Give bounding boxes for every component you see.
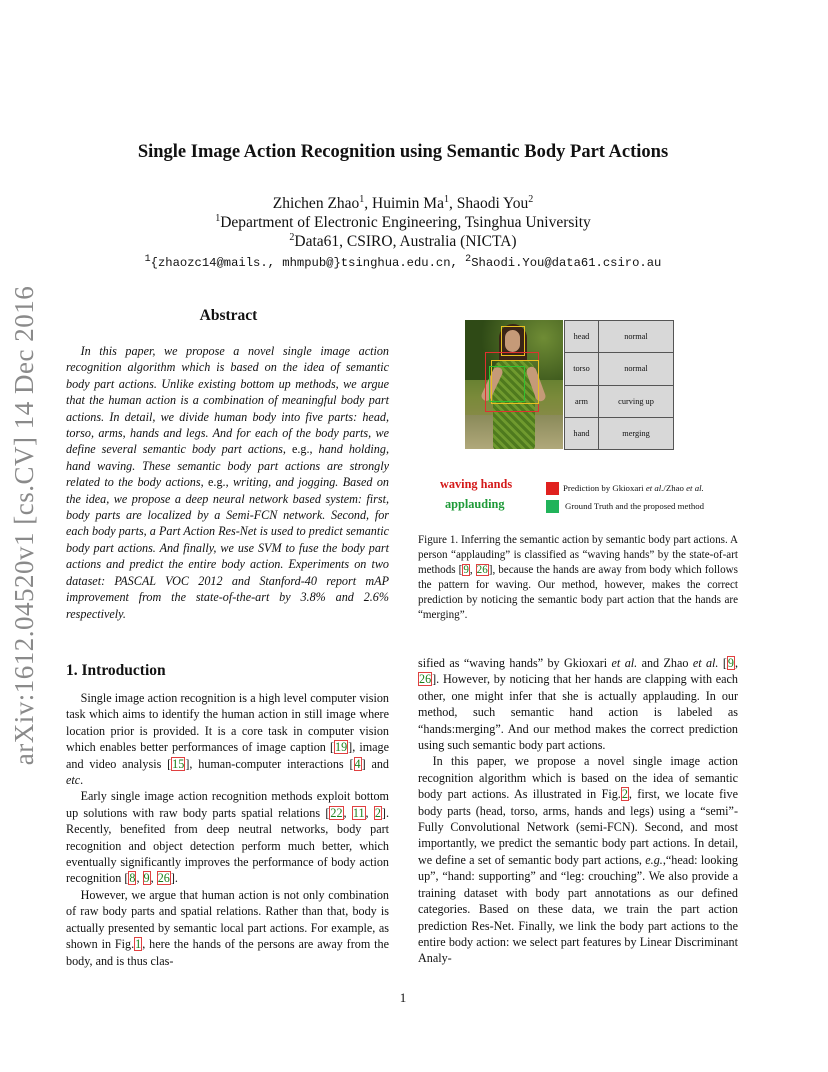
legend-green-square: [546, 500, 559, 513]
citation-link[interactable]: 9: [143, 871, 150, 886]
author-name: Huimin Ma: [372, 195, 444, 212]
label-waving-hands: waving hands: [440, 477, 513, 491]
paragraph: However, we argue that human action is not only combination of raw body parts and spatial relations. Rather than that, body is actually presented by semantic local part actions. For example, as shown in Fig.1, here the hands of the persons are away from the body, and is thus clas-: [66, 887, 389, 968]
paragraph: In this paper, we propose a novel single image action recognition algorithm which is based on the idea of semantic body part actions. As illustrated in Fig.2, first, we locate five body parts (head, torso, arms, hands and legs) using a “semi”-Fully Convolutional Network (semi-FCN). Second, and most importantly, we predict the semantic body part actions. In detail, we define a set of semantic body part actions, e.g.,“head: looking up”, “hand: supporting” and “leg: crouching”. We also provide a training dataset with body part annotations as our defined categories. Based on these data, we train the part action prediction Res-Net. Finally, we link the body part actions to the entire body action: we select part features by Linear Discriminant Analy-: [418, 754, 739, 966]
citation-link[interactable]: 2: [374, 805, 381, 820]
paragraph: Single image action recognition is a high level computer vision task which aims to identify the human action in still image where location prior is provided. It is a core task in computer vision which enables better performances of image caption [19], image and video analysis [15], human-computer interactions [4] and etc.: [66, 691, 390, 788]
author-sup: 1: [359, 193, 365, 205]
legend-prediction-text: Prediction by Gkioxari et al./Zhao et al.: [563, 483, 704, 493]
citation-link[interactable]: 9: [727, 656, 734, 670]
abstract-text: In this paper, we propose a novel single image action recognition algorithm which is based on the idea of semantic body part actions. Unlike existing bottom up methods, we argue that the human action is a combination of meaningful body part actions. In detail, we divide human body into five parts: head, torso, arms, hands and legs. And for each of the body parts, we define several semantic body part actions, e.g., hand holding, hand waving. These semantic body part actions are strongly related to the body actions, e.g., writing, and jogging. Based on the idea, we propose a deep neural network based system: first, body parts are localized by a Semi-FCN network. Second, for each body parts, a Part Action Res-Net is used to predict semantic body part actions. And finally, we use SVM to fuse the body part actions and predict the entire body action. Experiments on two dataset: PASCAL VOC 2012 and Stanford-40 report mAP improvement from the state-of-the-art by 3.8% and 2.6% respectively.: [66, 344, 389, 621]
citation-link[interactable]: 9: [463, 564, 469, 577]
paper-title: Single Image Action Recognition using Semantic Body Part Actions: [137, 142, 669, 162]
table-row: head normal: [565, 321, 674, 353]
paragraph: Early single image action recognition methods exploit bottom up solutions with raw body parts spatial relations [22, 11, 2]. Recently, benefited from deep neutral networks, body part recognition and object detection perform much better, which eventually significantly improves the performance of body action recognition [8, 9, 26].: [66, 789, 389, 886]
part-action-table: [564, 320, 674, 450]
citation-link[interactable]: 19: [335, 740, 348, 755]
author-sup: 1: [443, 193, 449, 205]
citation-link[interactable]: 4: [354, 756, 361, 771]
arxiv-stamp: arXiv:1612.04520v1 [cs.CV] 14 Dec 2016: [9, 285, 40, 765]
author-emails: $^1${zhaozc14@mails., mhmpub@}tsinghua.edu.cn, $^2$Shaodi.You@data61.csiro.au: [144, 253, 662, 270]
table-row: hand merging: [565, 417, 674, 449]
legend-red-square: [546, 482, 559, 495]
paragraph: sified as “waving hands” by Gkioxari et al. and Zhao et al. [9, 26]. However, by noticing that her hands are clapping with each other, one might infer that she is actually applauding. In our method, such semantic hand action is labeled as “hands:merging”. And our method makes the correct prediction using such semantic body part actions.: [418, 656, 739, 753]
citation-link[interactable]: 15: [172, 756, 185, 771]
affiliation-1: $^1$Department of Electronic Engineering, Tsinghua University: [215, 212, 591, 231]
author-sup: 2: [528, 193, 534, 205]
author-name: Shaodi You: [456, 195, 529, 212]
page-number: 1: [399, 990, 407, 1005]
affiliation-2: $^2$Data61, CSIRO, Australia (NICTA): [289, 231, 517, 250]
figure-link[interactable]: 2: [621, 787, 628, 802]
citation-link[interactable]: 11: [352, 805, 365, 820]
section-heading: 1. Introduction: [66, 662, 166, 679]
left-column: [66, 690, 389, 969]
citation-link[interactable]: 8: [129, 871, 136, 886]
legend-groundtruth-text: Ground Truth and the proposed method: [565, 501, 705, 511]
author-name: Zhichen Zhao: [272, 195, 360, 212]
abstract-heading: Abstract: [199, 307, 258, 324]
figure-link[interactable]: 1: [135, 937, 142, 952]
citation-link[interactable]: 26: [157, 871, 170, 886]
bbox-hand: [489, 366, 525, 402]
figure-caption: Figure 1. Inferring the semantic action by semantic body part actions. A person “applauding” is classified as “waving hands” by the state-of-art methods [9, 26], because the hands are away from body which follows the pattern for waving. Our method, however, makes the correct prediction by noticing the semantic body part action that the hands are “merging”.: [418, 534, 738, 622]
citation-link[interactable]: 26: [419, 672, 432, 687]
right-column: [418, 655, 738, 967]
table-row: torso normal: [565, 353, 674, 385]
figure-photo: [465, 320, 563, 449]
author-list: Zhichen Zhao$^1$, Huimin Ma$^1$, Shaodi You$^2$: [272, 193, 534, 212]
citation-link[interactable]: 26: [476, 564, 488, 577]
label-applauding: applauding: [445, 497, 505, 511]
table-row: arm curving up: [565, 385, 674, 417]
citation-link[interactable]: 22: [330, 805, 343, 820]
